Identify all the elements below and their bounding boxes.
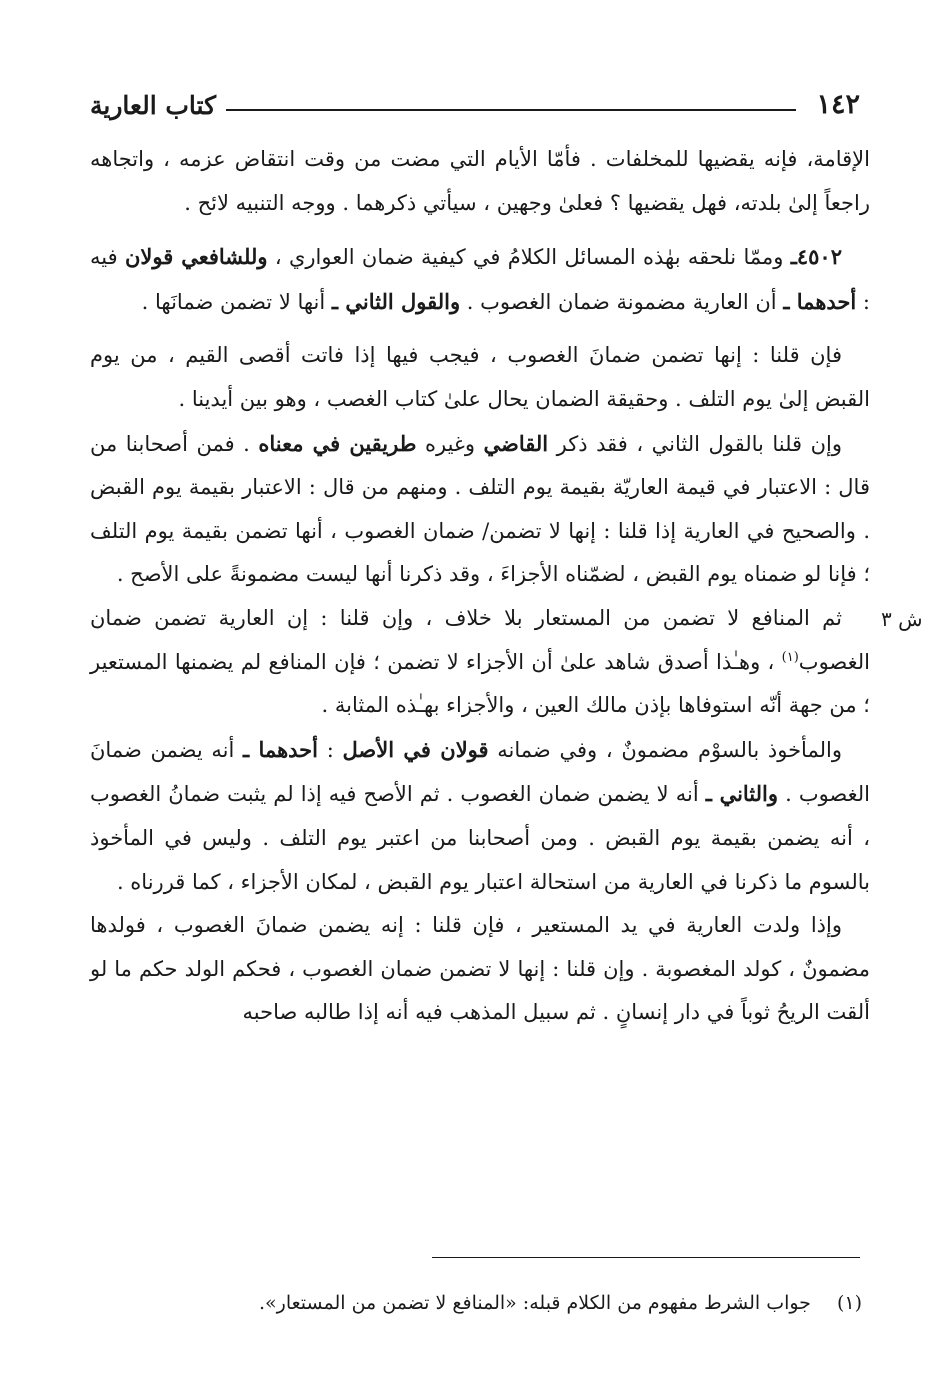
paragraph [90, 138, 870, 225]
footnote [160, 1287, 862, 1319]
footnote-mark: (١) [836, 1292, 862, 1314]
paragraph-text: وممّا نلحقه بهٰذه المسائل الكلامُ في كيفية ضمان العواري ، [267, 245, 791, 270]
paragraph-text: أن العارية مضمونة ضمان الغصوب . [460, 289, 784, 314]
bold-term: القاضي [483, 430, 549, 456]
paragraph-text: وإن قلنا بالقول الثاني ، فقد ذكر [548, 431, 843, 456]
paragraph-text: وغيره [416, 431, 484, 456]
paragraph-text: أنه يضمن ضمانَ الغصوب . [90, 737, 871, 807]
paragraph [90, 334, 870, 421]
paragraph-section [90, 235, 870, 324]
header-rule [226, 109, 797, 111]
paragraph-text: الإقامة، فإنه يقضيها للمخلفات . فأمّا الأيام التي مضت من وقت انتقاض عزمه ، واتجاهه راجعاً إلىٰ بلدته، فهل يقضيها ؟ فعلىٰ وجهين ، سيأتي ذكرهما . ووجه التنبيه لائح . [90, 147, 870, 215]
paragraph-text: فيه : [90, 245, 870, 314]
paragraph-text: وإذا ولدت العارية في يد المستعير ، فإن قلنا : إنه يضمن ضمانَ الغصوب ، فولدها مضمونٌ ، كولد المغصوبة . وإن قلنا : إنها لا تضمن ضمان الغصوب ، فحكم الولد حكم ما لو ألقت الريحُ ثوباً في دار إنسانٍ . ثم سبيل المذهب فيه أنه إذا طالبه صاحبه [90, 913, 870, 1025]
paragraph [90, 597, 870, 728]
paragraph-text: ، وهـٰذا أصدق شاهد علىٰ أن الأجزاء لا تضمن ؛ فإن المنافع لم يضمنها المستعير ؛ من جهة أنّه استوفاها بإذن مالك العين ، والأجزاء بهـٰذه المثابة . [90, 649, 870, 718]
paragraph-text: : [318, 737, 343, 762]
bold-term: والقول الثاني ـ [331, 288, 461, 314]
paragraph-text: فإن قلنا : إنها تضمن ضمانَ الغصوب ، فيجب فيها إذا فاتت أقصى القيم ، من يوم القبض إلىٰ يوم التلف . وحقيقة الضمان يحال علىٰ كتاب الغصب ، وهو بين أيدينا . [90, 343, 870, 411]
footnote-separator [432, 1257, 860, 1258]
paragraph-gap [90, 225, 870, 235]
bold-term: وللشافعي قولان [124, 244, 268, 270]
footnote-reference: (١) [781, 649, 799, 665]
running-header [90, 86, 860, 120]
paragraph-text: ثم المنافع لا تضمن من المستعار بلا خلاف ، وإن قلنا : إن العارية تضمن ضمان الغصوب [90, 605, 870, 674]
bold-term: أحدهما ـ [243, 736, 318, 762]
paragraph [90, 904, 870, 1035]
paragraph [90, 728, 870, 904]
chapter-title: كتاب العارية [90, 91, 216, 120]
paragraph-text: والمأخوذ بالسوْم مضمونٌ ، وفي ضمانه [488, 737, 842, 762]
manuscript-margin-note: ش ٣ [881, 607, 923, 631]
bold-term: والثاني ـ [705, 781, 779, 807]
main-text [90, 138, 870, 1035]
bold-term: طريقين في معناه [258, 430, 417, 456]
bold-term: أحدهما ـ [783, 288, 857, 314]
paragraph-text: أنه لا يضمن ضمان الغصوب . ثم الأصح فيه إذا لم يثبت ضمانُ الغصوب ، أنه يضمن بقيمة يوم القبض . ومن أصحابنا من اعتبر يوم التلف . وليس في المأخوذ بالسوم ما ذكرنا في العارية من استحالة اعتبار يوم القبض ، لمكان الأجزاء ، كما قررناه . [90, 782, 870, 894]
section-number: ٤٥٠٢ـ [790, 244, 842, 270]
page-number: ١٤٢ [816, 89, 860, 120]
bold-term: قولان في الأصل [342, 736, 489, 762]
paragraph-gap [90, 324, 870, 334]
paragraph [90, 422, 870, 597]
paragraph-text: أنها لا تضمن ضمانَها . [141, 289, 332, 314]
footnote-text: جواب الشرط مفهوم من الكلام قبله: «المنافع لا تضمن من المستعار». [259, 1292, 811, 1314]
paragraph-text: . فمن أصحابنا من قال : الاعتبار في قيمة العاريّة بقيمة يوم التلف . ومنهم من قال : الاعتبار بقيمة يوم القبض . والصحيح في العارية إذا قلنا : إنها لا تضمن/ ضمان الغصوب ، أنها تضمن بقيمة يوم التلف ؛ فإنا لو ضمناه يوم القبض ، لضمّناه الأجزاءَ ، وقد ذكرنا أنها ليست مضمونةً على الأصح . [90, 431, 870, 587]
